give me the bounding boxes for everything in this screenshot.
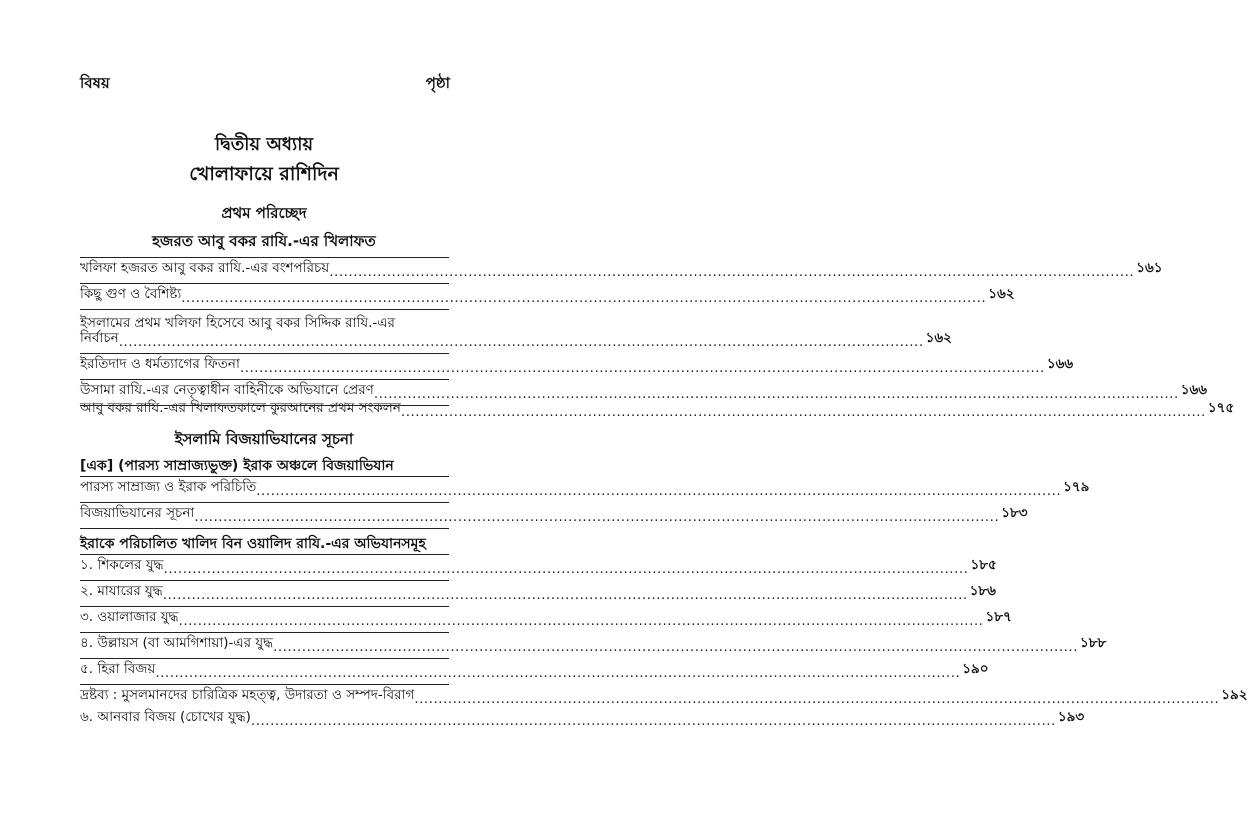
divider [80, 309, 449, 310]
leader-dots [251, 713, 1056, 729]
toc-entry-page: ১৬৬ [1180, 382, 1208, 398]
toc-entry-title: আবু বকর রাযি.-এর খিলাফতকালে কুরআনের প্রথম সংকলন [80, 400, 401, 416]
leader-dots [181, 290, 986, 306]
section-subheading: হজরত আবু বকর রাযি.-এর খিলাফত [152, 232, 376, 250]
leader-dots [273, 639, 1078, 655]
toc-entry[interactable] [80, 583, 996, 603]
toc-entry-title: ৩. ওয়ালাজার যুদ্ধ [80, 609, 179, 625]
leader-dots [414, 691, 1219, 707]
toc-entry-page: ১৬২ [988, 286, 1015, 302]
toc-entry-page: ১৮৭ [985, 609, 1012, 625]
toc-entry[interactable] [80, 609, 1012, 629]
chapter-title: খোলাফায়ে রাশিদিন [189, 163, 339, 185]
leader-dots [374, 386, 1179, 402]
toc-entry[interactable] [80, 286, 1015, 306]
leader-dots [164, 561, 969, 577]
leader-dots [179, 613, 984, 629]
toc-entry-title: ৬. আনবার বিজয় (চোখের যুদ্ধ) [80, 709, 251, 725]
toc-entry[interactable] [80, 557, 997, 577]
toc-entry-title-line1: ইসলামের প্রথম খলিফা হিসেবে আবু বকর সিদ্দিক রাযি.-এর [80, 315, 395, 331]
leader-dots [256, 483, 1061, 499]
toc-entry[interactable] [80, 687, 1248, 707]
leader-dots [401, 404, 1206, 420]
toc-entry-title: বিজয়াভিযানের সূচনা [80, 505, 195, 521]
leader-dots [240, 360, 1045, 376]
toc-entry-page: ১৯৩ [1057, 709, 1085, 725]
toc-entry-page: ১৬৬ [1046, 356, 1074, 372]
toc-entry-page: ১৬২ [925, 330, 952, 346]
toc-entry[interactable] [80, 709, 1085, 729]
toc-entry-page: ১৬১ [1136, 260, 1163, 276]
toc-entry-title: উসামা রাযি.-এর নেতৃত্বাধীন বাহিনীকে অভিযানে প্রেরণ [80, 382, 374, 398]
toc-entry-title: পারস্য সাম্রাজ্য ও ইরাক পরিচিতি [80, 479, 257, 495]
toc-entry-title: নির্বাচন [80, 330, 119, 346]
toc-entry-page: ১৭৯ [1063, 479, 1090, 495]
section-heading: ইসলামি বিজয়াভিযানের সূচনা [174, 430, 354, 448]
toc-entry[interactable] [80, 330, 952, 350]
toc-entry-title: ইরতিদাদ ও ধর্মত্যাগের ফিতনা [80, 356, 240, 372]
toc-entry[interactable] [80, 356, 1074, 376]
toc-header [80, 72, 450, 96]
toc-entry-title: ২. মাযারের যুদ্ধ [80, 583, 163, 599]
toc-entry[interactable] [80, 661, 989, 681]
section-heading: প্রথম পরিচ্ছেদ [221, 204, 307, 222]
toc-entry-page: ১৯২ [1221, 687, 1248, 703]
divider [80, 528, 449, 529]
chapter-number: দ্বিতীয় অধ্যায় [214, 134, 314, 155]
subsection-heading: [এক] (পারস্য সাম্রাজ্যভুক্ত) ইরাক অঞ্চলে বিজয়াভিযান [80, 458, 394, 474]
leader-dots [329, 264, 1134, 280]
toc-entry[interactable] [80, 479, 1090, 499]
toc-entry-page: ১৮৮ [1080, 635, 1107, 651]
header-page: পৃষ্ঠা [425, 74, 450, 92]
toc-entry-title: ১. শিকলের যুদ্ধ [80, 557, 164, 573]
toc-entry[interactable] [80, 400, 1235, 420]
toc-entry-page: ১৮৩ [1001, 505, 1028, 521]
toc-entry-page: ১৭৫ [1207, 400, 1235, 416]
toc-entry[interactable] [80, 505, 1028, 525]
toc-entry[interactable] [80, 635, 1107, 655]
toc-entry-page: ১৮৬ [969, 583, 996, 599]
toc-entry-title: খলিফা হজরত আবু বকর রাযি.-এর বংশপরিচয় [80, 260, 330, 276]
toc-entry-page: ১৯০ [962, 661, 989, 677]
header-subject: বিষয় [80, 74, 110, 92]
toc-entry[interactable] [80, 260, 1163, 280]
toc-entry-title: ৫. হিরা বিজয় [80, 661, 156, 677]
toc-entry-title: দ্রষ্টব্য : মুসলমানদের চারিত্রিক মহত্ত্ব, উদারতা ও সম্পদ-বিরাগ [80, 687, 415, 703]
subsection-heading: ইরাকে পরিচালিত খালিদ বিন ওয়ালিদ রাযি.-এর অভিযানসমূহ [80, 536, 426, 552]
toc-entry-page: ১৮৫ [970, 557, 997, 573]
leader-dots [119, 334, 924, 350]
leader-dots [163, 587, 968, 603]
leader-dots [194, 509, 999, 525]
toc-entry-title: কিছু গুণ ও বৈশিষ্ট্য [80, 286, 182, 302]
toc-entry-title: ৪. উল্লায়স (বা আমগিশায়া)-এর যুদ্ধ [80, 635, 274, 651]
leader-dots [155, 665, 960, 681]
